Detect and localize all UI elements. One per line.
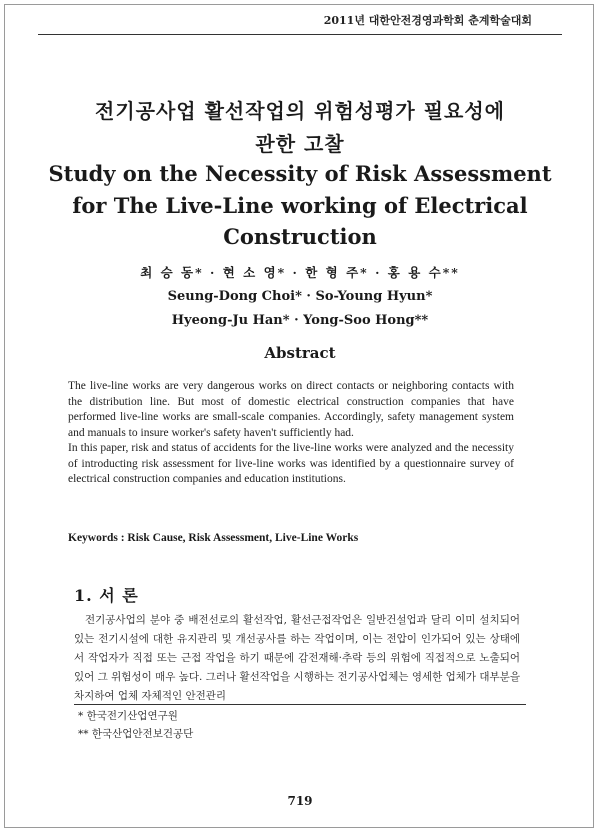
abstract-body (68, 379, 514, 488)
title-english-line1: Study on the Necessity of Risk Assessment (48, 161, 552, 186)
header-rule (38, 34, 562, 35)
running-header: 2011년 대한안전경영과학회 춘계학술대회 (323, 14, 532, 27)
authors-english-line1: Seung-Dong Choi* · So-Young Hyun* (167, 289, 433, 304)
authors-korean: 최 승 동* · 현 소 영* · 한 형 주* · 홍 용 수** (140, 265, 460, 280)
title-korean-line2: 관한 고찰 (255, 132, 345, 156)
footnote-rule (74, 704, 526, 705)
abstract-paragraph-1: The live-line works are very dangerous works on direct contacts or neighboring contacts with the distribution line. But most of domestic electrical construction companies that have performed live-line works are small-scale companies. Accordingly, safety management system and manuals to insure worker's safety haven't sufficiently had. (68, 380, 514, 439)
footnote-2: ** 한국산업안전보건공단 (78, 728, 194, 740)
title-english-line2: for The Live-Line working of Electrical (72, 193, 528, 218)
keywords: Keywords : Risk Cause, Risk Assessment, Live-Line Works (68, 532, 359, 544)
title-english-line3: Construction (223, 224, 377, 249)
footnote-1: * 한국전기산업연구원 (78, 710, 178, 722)
title-korean-line1: 전기공사업 활선작업의 위험성평가 필요성에 (95, 99, 505, 123)
abstract-paragraph-2: In this paper, risk and status of accidents for the live-line works were analyzed and the necessity of introducting risk assessment for live-line works was identified by a questionnaire survey of electrical construction companies and education institutions. (68, 442, 514, 485)
authors-english-line2: Hyeong-Ju Han* · Yong-Soo Hong** (171, 313, 429, 328)
section-heading: 1. 서 론 (74, 586, 139, 605)
abstract-heading: Abstract (264, 344, 336, 362)
page-number: 719 (287, 794, 313, 808)
section-body: 전기공사업의 분야 중 배전선로의 활선작업, 활선근접작업은 일반건설업과 달리 이미 설치되어 있는 전기시설에 대한 유지관리 및 개선공사를 하는 작업이며, 이는 전압이 인가되어 있는 상태에서 작업자가 직접 또는 근접 작업을 하기 때문에 감전재해·추락 등의 위험에 직접적으로 노출되어 있어 그 위험성이 매우 높다. 그러나 활선작업을 시행하는 전기공사업체는 영세한 업체가 대부분을 차지하여 업체 자체적인 안전관리 (74, 614, 520, 702)
